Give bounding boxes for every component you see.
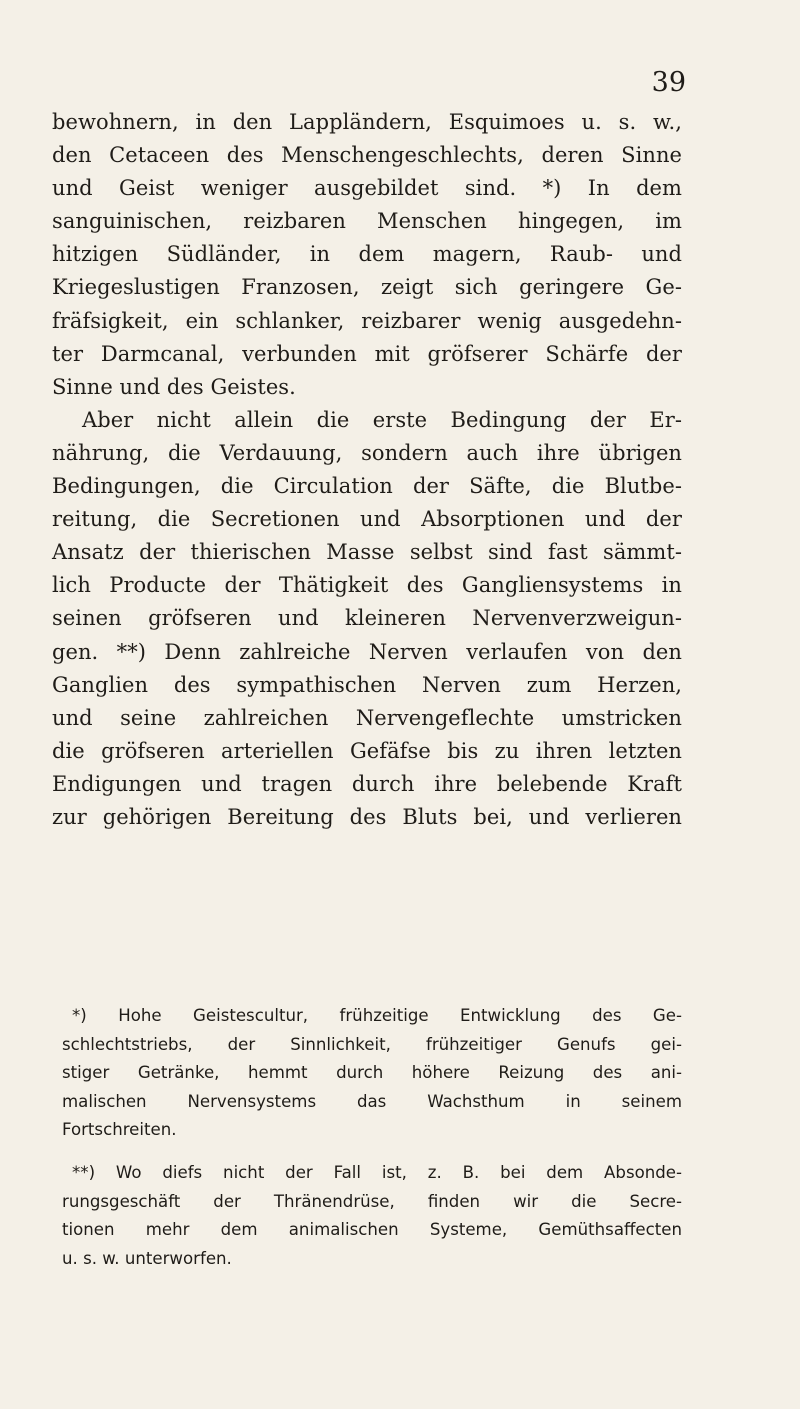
footnote-line: rungsgeschäft der Thränendrüse, finden wir die Secre- bbox=[62, 1191, 682, 1211]
text-line: Sinne und des Geistes. bbox=[52, 374, 296, 399]
footnote-line: **) Wo diefs nicht der Fall ist, z. B. bei dem Absonde- bbox=[72, 1162, 682, 1182]
footnote-line: u. s. w. unterworfen. bbox=[62, 1248, 232, 1268]
footnote-line: malischen Nervensystems das Wachsthum in seinem bbox=[62, 1091, 682, 1111]
footnote-line: tionen mehr dem animalischen Systeme, Gemüthsaffecten bbox=[62, 1220, 682, 1240]
text-line: seinen gröfseren und kleineren Nervenverzweigun- bbox=[52, 606, 682, 631]
footnote-line: *) Hohe Geistescultur, frühzeitige Entwicklung des Ge- bbox=[72, 1006, 682, 1025]
text-line: Endigungen und tragen durch ihre belebende Kraft bbox=[52, 771, 682, 796]
text-line: Kriegeslustigen Franzosen, zeigt sich geringere Ge- bbox=[52, 275, 682, 300]
page-number: 39 bbox=[651, 67, 686, 98]
text-line: sanguinischen, reizbaren Menschen hingegen, im bbox=[52, 209, 682, 234]
text-line: gen. **) Denn zahlreiche Nerven verlaufen von den bbox=[52, 639, 682, 664]
text-line: und Geist weniger ausgebildet sind. *) In dem bbox=[52, 176, 682, 201]
footnote-line: stiger Getränke, hemmt durch höhere Reizung des ani- bbox=[62, 1063, 682, 1083]
text-line: bewohnern, in den Lappländern, Esquimoes u. s. w., bbox=[52, 110, 682, 134]
text-line: den Cetaceen des Menschengeschlechts, deren Sinne bbox=[52, 143, 682, 168]
text-line: Aber nicht allein die erste Bedingung der Er- bbox=[82, 407, 682, 432]
text-line: die gröfseren arteriellen Gefäfse bis zu ihren letzten bbox=[52, 738, 682, 763]
text-line: Bedingungen, die Circulation der Säfte, die Blutbe- bbox=[52, 474, 682, 499]
footnote-line: Fortschreiten. bbox=[62, 1120, 177, 1140]
footnote-line: schlechtstriebs, der Sinnlichkeit, frühzeitiger Genufs gei- bbox=[62, 1034, 682, 1054]
text-line: reitung, die Secretionen und Absorptionen und der bbox=[52, 507, 682, 532]
text-line: Ansatz der thierischen Masse selbst sind fast sämmt- bbox=[52, 540, 682, 565]
footnote bbox=[62, 1159, 682, 1273]
main-text bbox=[52, 106, 682, 834]
text-line: ter Darmcanal, verbunden mit gröfserer Schärfe der bbox=[52, 341, 682, 366]
text-line: Ganglien des sympathischen Nerven zum Herzen, bbox=[52, 672, 682, 697]
text-line: und seine zahlreichen Nervengeflechte umstricken bbox=[52, 705, 682, 730]
text-line: lich Producte der Thätigkeit des Gangliensystems in bbox=[52, 573, 682, 598]
footnote bbox=[62, 1002, 682, 1145]
text-line: fräfsigkeit, ein schlanker, reizbarer wenig ausgedehn- bbox=[52, 308, 682, 333]
footnotes bbox=[62, 1002, 682, 1287]
text-line: hitzigen Südländer, in dem magern, Raub- und bbox=[52, 242, 682, 267]
text-line: zur gehörigen Bereitung des Bluts bei, und verlieren bbox=[52, 804, 682, 829]
text-line: nährung, die Verdauung, sondern auch ihre übrigen bbox=[52, 440, 682, 465]
